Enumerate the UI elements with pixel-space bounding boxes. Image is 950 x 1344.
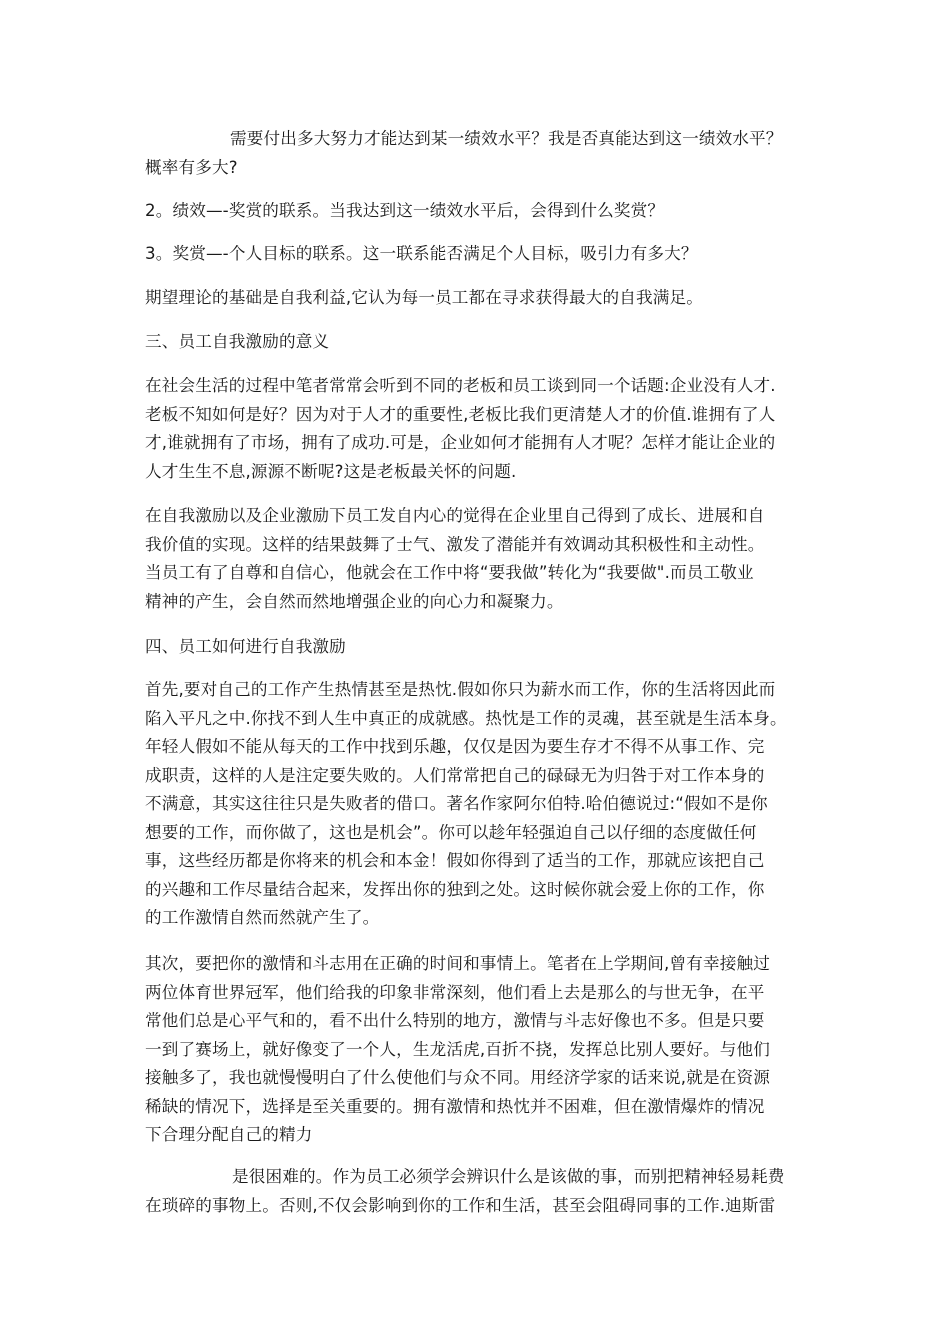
text-line: 人才生生不息,源源不断呢?这是老板最关怀的问题.	[145, 461, 517, 481]
text-line: 一到了赛场上，就好像变了一个人，生龙活虎,百折不挠，发挥总比别人要好。与他们	[145, 1039, 770, 1059]
heading-text: 三、员工自我激励的意义	[145, 332, 330, 351]
heading-text: 四、员工如何进行自我激励	[145, 637, 346, 656]
text-line: 老板不知如何是好？因为对于人才的重要性,老板比我们更清楚人才的价值.谁拥有了人	[145, 404, 776, 424]
section-heading-4	[145, 633, 825, 662]
paragraph-expectancy-basis	[145, 284, 825, 313]
text-line: 是很困难的。作为员工必须学会辨识什么是该做的事，而别把精神轻易耗费	[232, 1167, 785, 1186]
text-line: 的兴趣和工作尽量结合起来，发挥出你的独到之处。这时候你就会爱上你的工作，你	[145, 879, 765, 899]
text-line: 在自我激励以及企业激励下员工发自内心的觉得在企业里自己得到了成长、进展和自	[145, 506, 765, 525]
text-line: 稀缺的情况下，选择是至关重要的。拥有激情和热忱并不困难，但在激情爆炸的情况	[145, 1096, 765, 1116]
paragraph-performance-reward	[145, 197, 825, 226]
paragraph-self-motivation	[145, 502, 825, 616]
text-line: 3。奖赏—-个人目标的联系。这一联系能否满足个人目标，吸引力有多大？	[145, 244, 698, 263]
text-line: 下合理分配自己的精力	[145, 1125, 313, 1144]
paragraph-passion	[145, 676, 825, 933]
text-line: 在琐碎的事物上。否则,不仅会影响到你的工作和生活，甚至会阻碍同事的工作.迪斯雷	[145, 1195, 776, 1215]
text-line: 期望理论的基础是自我利益,它认为每一员工都在寻求获得最大的自我满足。	[145, 288, 703, 307]
text-line: 常他们总是心平气和的，看不出什么特别的地方，激情与斗志好像也不多。但是只要	[145, 1011, 765, 1030]
text-line: 其次，要把你的激情和斗志用在正确的时间和事情上。笔者在上学期间,曾有幸接触过	[145, 954, 770, 973]
text-line: 才,谁就拥有了市场，拥有了成功.可是，企业如何才能拥有人才呢？怎样才能让企业的	[145, 433, 776, 452]
text-line: 想要的工作，而你做了，这也是机会”。你可以趁年轻强迫自己以仔细的态度做任何	[145, 822, 757, 842]
paragraph-difficult	[145, 1163, 825, 1220]
text-line: 年轻人假如不能从每天的工作中找到乐趣，仅仅是因为要生存才不得不从事工作、完	[145, 737, 765, 756]
section-heading-3	[145, 328, 825, 357]
text-line: 不满意，其实这往往只是失败者的借口。著名作家阿尔伯特.哈伯德说过:“假如不是你	[145, 794, 768, 813]
text-line: 接触多了，我也就慢慢明白了什么使他们与众不同。用经济学家的话来说,就是在资源	[145, 1068, 770, 1087]
text-line: 两位体育世界冠军，他们给我的印象非常深刻，他们看上去是那么的与世无争，在平	[145, 982, 765, 1002]
paragraph-reward-goal	[145, 240, 825, 269]
paragraph-expectancy-question	[145, 125, 825, 182]
text-line: 在社会生活的过程中笔者常常会听到不同的老板和员工谈到同一个话题:企业没有人才.	[145, 376, 776, 395]
text-line: 的工作激情自然而然就产生了。	[145, 908, 380, 927]
paragraph-talent	[145, 372, 825, 486]
text-line: 概率有多大?	[145, 157, 238, 177]
text-line: 陷入平凡之中.你找不到人生中真正的成就感。热忱是工作的灵魂，甚至就是生活本身。	[145, 708, 787, 728]
text-line: 当员工有了自尊和自信心，他就会在工作中将“要我做”转化为“我要做".而员工敬业	[145, 563, 754, 582]
text-line: 我价值的实现。这样的结果鼓舞了士气、激发了潜能并有效调动其积极性和主动性。	[145, 534, 765, 554]
text-line: 精神的产生，会自然而然地增强企业的向心力和凝聚力。	[145, 591, 564, 611]
text-line: 事，这些经历都是你将来的机会和本金！假如你得到了适当的工作，那就应该把自己	[145, 851, 765, 870]
text-line: 首先,要对自己的工作产生热情甚至是热忱.假如你只为薪水而工作，你的生活将因此而	[145, 680, 776, 699]
text-line: 2。绩效—-奖赏的联系。当我达到这一绩效水平后，会得到什么奖赏？	[145, 201, 665, 220]
text-line: 成职责，这样的人是注定要失败的。人们常常把自己的碌碌无为归咎于对工作本身的	[145, 765, 765, 785]
paragraph-focus	[145, 950, 825, 1150]
text-line: 需要付出多大努力才能达到某一绩效水平？我是否真能达到这一绩效水平？	[230, 129, 783, 148]
